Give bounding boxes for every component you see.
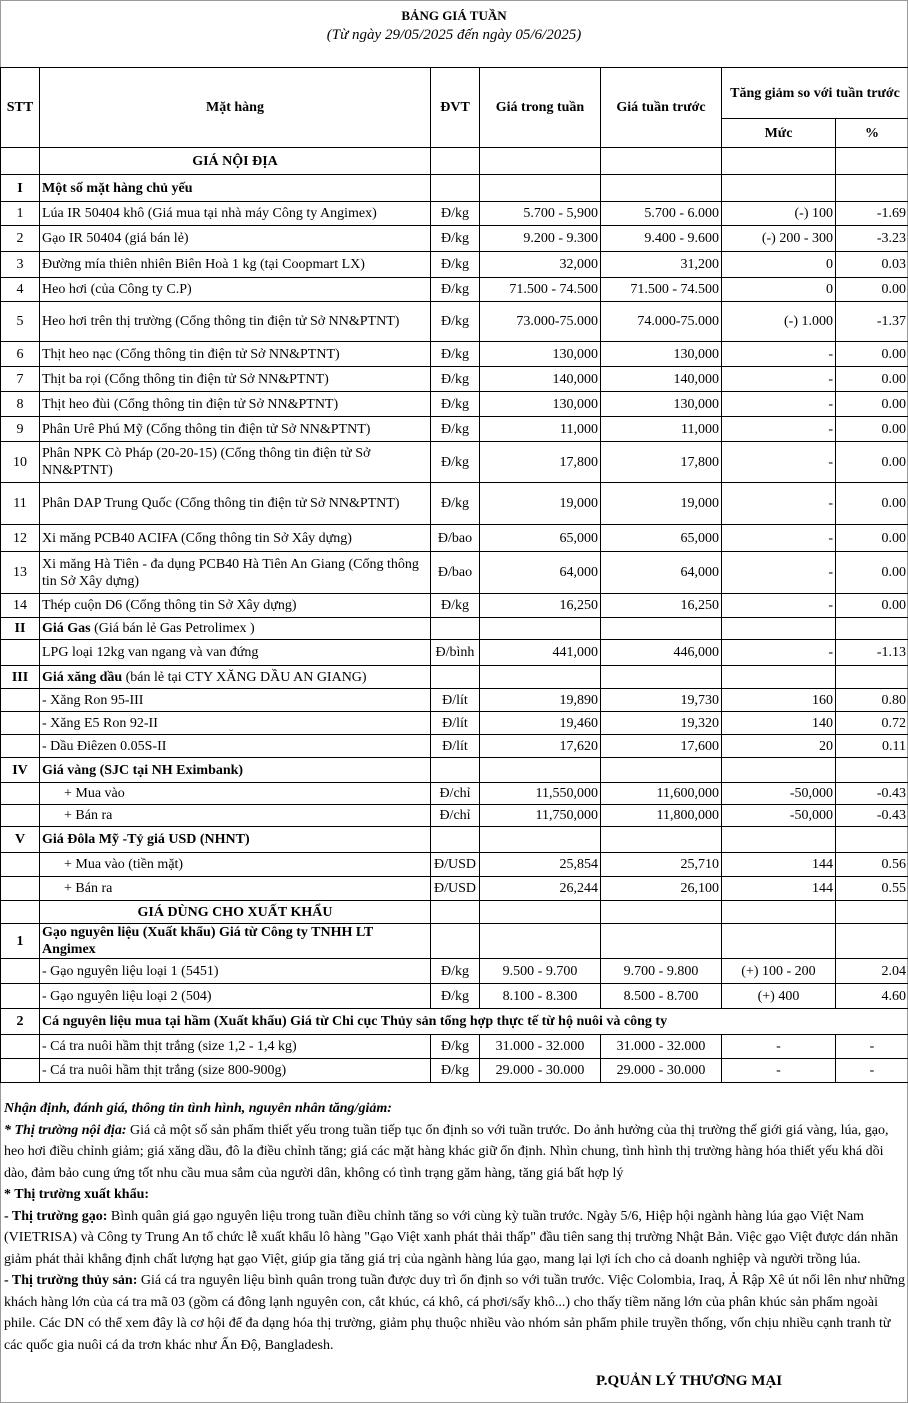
item-name: LPG loại 12kg van ngang và van đứng bbox=[40, 640, 431, 666]
section-domestic bbox=[1, 148, 908, 175]
item-price-week: 8.100 - 8.300 bbox=[480, 984, 601, 1009]
cell-empty bbox=[836, 175, 908, 202]
item-change-level: (+) 400 bbox=[722, 984, 836, 1009]
item-unit: Đ/kg bbox=[431, 1035, 480, 1059]
item-unit: Đ/kg bbox=[431, 442, 480, 483]
item-name: - Xăng Ron 95-III bbox=[40, 689, 431, 712]
section-export bbox=[1, 901, 908, 924]
item-price-prev: 11,800,000 bbox=[601, 805, 722, 827]
notes-section bbox=[4, 1098, 906, 1356]
item-stt: 14 bbox=[1, 594, 40, 618]
item-stt: 4 bbox=[1, 278, 40, 302]
item-row bbox=[1, 202, 908, 226]
item-price-week: 9.200 - 9.300 bbox=[480, 226, 601, 252]
cell-empty bbox=[722, 758, 836, 783]
item-price-week: 64,000 bbox=[480, 552, 601, 594]
item-row bbox=[1, 735, 908, 758]
item-unit: Đ/kg bbox=[431, 202, 480, 226]
item-change-percent: 0.72 bbox=[836, 712, 908, 735]
group-name: Cá nguyên liệu mua tại hầm (Xuất khẩu) Giá từ Chi cục Thủy sản tổng hợp thực tế từ hộ nuôi và công ty bbox=[40, 1009, 908, 1035]
item-name: - Cá tra nuôi hầm thịt trắng (size 1,2 - 1,4 kg) bbox=[40, 1035, 431, 1059]
group-row bbox=[1, 175, 908, 202]
header-stt: STT bbox=[1, 68, 40, 148]
cell-empty bbox=[722, 148, 836, 175]
item-stt: 6 bbox=[1, 342, 40, 367]
item-change-level: 160 bbox=[722, 689, 836, 712]
item-unit: Đ/kg bbox=[431, 959, 480, 984]
item-price-week: 5.700 - 5,900 bbox=[480, 202, 601, 226]
cell-empty bbox=[480, 175, 601, 202]
item-change-level: 0 bbox=[722, 252, 836, 278]
item-change-level: - bbox=[722, 525, 836, 552]
cell-empty bbox=[480, 758, 601, 783]
item-name: Thịt heo đùi (Cổng thông tin điện tử Sở NN&PTNT) bbox=[40, 392, 431, 417]
cell-empty bbox=[601, 148, 722, 175]
item-row bbox=[1, 552, 908, 594]
item-price-week: 130,000 bbox=[480, 342, 601, 367]
item-row bbox=[1, 226, 908, 252]
cell-empty bbox=[601, 827, 722, 853]
cell-empty bbox=[480, 618, 601, 640]
item-change-level: (-) 1.000 bbox=[722, 302, 836, 342]
item-change-percent: 0.00 bbox=[836, 342, 908, 367]
item-change-percent: -0.43 bbox=[836, 805, 908, 827]
item-price-prev: 25,710 bbox=[601, 853, 722, 877]
item-price-prev: 17,800 bbox=[601, 442, 722, 483]
cell-empty bbox=[722, 175, 836, 202]
item-stt bbox=[1, 877, 40, 901]
item-change-percent: -1.69 bbox=[836, 202, 908, 226]
item-price-week: 71.500 - 74.500 bbox=[480, 278, 601, 302]
cell-empty bbox=[722, 901, 836, 924]
item-stt bbox=[1, 712, 40, 735]
item-name: Xi măng PCB40 ACIFA (Cổng thông tin Sở Xây dựng) bbox=[40, 525, 431, 552]
cell-empty bbox=[601, 175, 722, 202]
item-stt bbox=[1, 1035, 40, 1059]
item-unit: Đ/bình bbox=[431, 640, 480, 666]
cell-empty bbox=[836, 901, 908, 924]
item-stt bbox=[1, 853, 40, 877]
header-price-prev: Giá tuần trước bbox=[601, 68, 722, 148]
item-price-week: 16,250 bbox=[480, 594, 601, 618]
item-row bbox=[1, 783, 908, 805]
cell-empty bbox=[480, 666, 601, 689]
item-row bbox=[1, 805, 908, 827]
item-row bbox=[1, 712, 908, 735]
group-row bbox=[1, 666, 908, 689]
item-stt: 5 bbox=[1, 302, 40, 342]
item-price-prev: 65,000 bbox=[601, 525, 722, 552]
group-name: Giá Đôla Mỹ -Tỷ giá USD (NHNT) bbox=[40, 827, 431, 853]
item-unit: Đ/kg bbox=[431, 594, 480, 618]
item-change-percent: 4.60 bbox=[836, 984, 908, 1009]
group-stt: 1 bbox=[1, 924, 40, 959]
cell-empty bbox=[601, 666, 722, 689]
cell-empty bbox=[431, 148, 480, 175]
item-change-level: (-) 100 bbox=[722, 202, 836, 226]
item-change-percent: - bbox=[836, 1035, 908, 1059]
item-change-percent: 0.56 bbox=[836, 853, 908, 877]
cell-empty bbox=[431, 666, 480, 689]
item-stt bbox=[1, 735, 40, 758]
item-name: + Mua vào bbox=[40, 783, 431, 805]
cell-empty bbox=[480, 924, 601, 959]
cell-empty bbox=[836, 148, 908, 175]
cell-empty bbox=[431, 175, 480, 202]
item-name: + Bán ra bbox=[40, 877, 431, 901]
item-price-week: 19,460 bbox=[480, 712, 601, 735]
item-change-level: - bbox=[722, 1035, 836, 1059]
item-price-prev: 74.000-75.000 bbox=[601, 302, 722, 342]
header-item: Mặt hàng bbox=[40, 68, 431, 148]
cell-empty bbox=[1, 148, 40, 175]
item-stt bbox=[1, 640, 40, 666]
item-change-percent: 0.80 bbox=[836, 689, 908, 712]
group-name: Gạo nguyên liệu (Xuất khẩu) Giá từ Công ty TNHH LT Angimex bbox=[40, 924, 431, 959]
item-price-week: 65,000 bbox=[480, 525, 601, 552]
item-change-percent: 0.00 bbox=[836, 278, 908, 302]
item-price-week: 73.000-75.000 bbox=[480, 302, 601, 342]
item-price-week: 17,800 bbox=[480, 442, 601, 483]
item-price-prev: 71.500 - 74.500 bbox=[601, 278, 722, 302]
item-change-level: -50,000 bbox=[722, 783, 836, 805]
item-price-week: 11,550,000 bbox=[480, 783, 601, 805]
cell-empty bbox=[722, 924, 836, 959]
group-name: Giá xăng dầu (bán lẻ tại CTY XĂNG DẦU AN GIANG) bbox=[40, 666, 431, 689]
cell-empty bbox=[722, 827, 836, 853]
item-name: Đường mía thiên nhiên Biên Hoà 1 kg (tại Coopmart LX) bbox=[40, 252, 431, 278]
item-change-percent: 0.00 bbox=[836, 552, 908, 594]
item-row bbox=[1, 367, 908, 392]
item-stt bbox=[1, 959, 40, 984]
item-change-percent: 0.00 bbox=[836, 525, 908, 552]
item-row bbox=[1, 278, 908, 302]
item-change-percent: 0.00 bbox=[836, 483, 908, 525]
item-row bbox=[1, 984, 908, 1009]
group-row bbox=[1, 618, 908, 640]
item-stt bbox=[1, 984, 40, 1009]
item-price-prev: 17,600 bbox=[601, 735, 722, 758]
item-stt bbox=[1, 1059, 40, 1083]
item-price-prev: 8.500 - 8.700 bbox=[601, 984, 722, 1009]
item-price-prev: 9.700 - 9.800 bbox=[601, 959, 722, 984]
item-change-level: - bbox=[722, 594, 836, 618]
group-stt: I bbox=[1, 175, 40, 202]
item-price-week: 31.000 - 32.000 bbox=[480, 1035, 601, 1059]
item-unit: Đ/lít bbox=[431, 735, 480, 758]
item-row bbox=[1, 1035, 908, 1059]
item-row bbox=[1, 483, 908, 525]
cell-empty bbox=[836, 827, 908, 853]
item-name: Gạo IR 50404 (giá bán lẻ) bbox=[40, 226, 431, 252]
item-name: - Cá tra nuôi hầm thịt trắng (size 800-900g) bbox=[40, 1059, 431, 1083]
item-unit: Đ/kg bbox=[431, 984, 480, 1009]
item-change-level: 140 bbox=[722, 712, 836, 735]
item-price-prev: 64,000 bbox=[601, 552, 722, 594]
item-row bbox=[1, 525, 908, 552]
item-stt: 8 bbox=[1, 392, 40, 417]
item-unit: Đ/kg bbox=[431, 302, 480, 342]
item-change-level: - bbox=[722, 442, 836, 483]
item-name: Heo hơi (của Công ty C.P) bbox=[40, 278, 431, 302]
cell-empty bbox=[836, 618, 908, 640]
item-row bbox=[1, 853, 908, 877]
item-price-week: 19,890 bbox=[480, 689, 601, 712]
header-change: Tăng giảm so với tuần trước bbox=[722, 68, 908, 119]
item-price-prev: 140,000 bbox=[601, 367, 722, 392]
item-stt bbox=[1, 783, 40, 805]
item-price-prev: 11,600,000 bbox=[601, 783, 722, 805]
cell-empty bbox=[722, 618, 836, 640]
item-price-prev: 19,000 bbox=[601, 483, 722, 525]
item-price-prev: 130,000 bbox=[601, 392, 722, 417]
item-stt: 12 bbox=[1, 525, 40, 552]
notes-rice: - Thị trường gạo: Bình quân giá gạo nguyên liệu trong tuần điều chỉnh tăng so với cùng kỳ tuần trước. Ngày 5/6, Hiệp hội ngành hàng lúa gạo Việt Nam (VIETRISA) và Công ty Trung An tổ chức lễ xuất khẩu lô hàng "Gạo Việt xanh phát thải thấp" đầu tiên sang thị trường Nhật Bản. Việc gạo Việt được dán nhãn giảm phát thải khẳng định chất lượng hạt gạo Việt, giúp gia tăng giá trị của ngành hàng lúa gạo, mang lại lợi ích cho cả doanh nghiệp và người trồng lúa. bbox=[4, 1208, 899, 1267]
item-name: Lúa IR 50404 khô (Giá mua tại nhà máy Công ty Angimex) bbox=[40, 202, 431, 226]
item-change-percent: 0.55 bbox=[836, 877, 908, 901]
cell-empty bbox=[431, 618, 480, 640]
item-price-prev: 130,000 bbox=[601, 342, 722, 367]
item-row bbox=[1, 302, 908, 342]
item-price-prev: 11,000 bbox=[601, 417, 722, 442]
item-price-week: 11,000 bbox=[480, 417, 601, 442]
item-row bbox=[1, 1059, 908, 1083]
item-name: Heo hơi trên thị trường (Cổng thông tin điện tử Sở NN&PTNT) bbox=[40, 302, 431, 342]
item-price-week: 32,000 bbox=[480, 252, 601, 278]
item-name: Thép cuộn D6 (Cổng thông tin Sở Xây dựng) bbox=[40, 594, 431, 618]
item-unit: Đ/lít bbox=[431, 712, 480, 735]
item-row bbox=[1, 594, 908, 618]
item-unit: Đ/kg bbox=[431, 1059, 480, 1083]
item-change-percent: 0.00 bbox=[836, 594, 908, 618]
item-name: Thịt heo nạc (Cổng thông tin điện tử Sở NN&PTNT) bbox=[40, 342, 431, 367]
item-unit: Đ/kg bbox=[431, 417, 480, 442]
item-stt: 7 bbox=[1, 367, 40, 392]
item-change-percent: 0.00 bbox=[836, 417, 908, 442]
item-row bbox=[1, 342, 908, 367]
group-stt: 2 bbox=[1, 1009, 40, 1035]
notes-export-heading: * Thị trường xuất khẩu: bbox=[4, 1187, 150, 1202]
item-unit: Đ/kg bbox=[431, 278, 480, 302]
item-unit: Đ/kg bbox=[431, 226, 480, 252]
item-stt: 10 bbox=[1, 442, 40, 483]
cell-empty bbox=[1, 901, 40, 924]
item-unit: Đ/chỉ bbox=[431, 805, 480, 827]
item-stt: 3 bbox=[1, 252, 40, 278]
cell-empty bbox=[480, 148, 601, 175]
item-stt: 11 bbox=[1, 483, 40, 525]
item-price-week: 130,000 bbox=[480, 392, 601, 417]
item-name: - Gạo nguyên liệu loại 2 (504) bbox=[40, 984, 431, 1009]
notes-fish: - Thị trường thủy sản: Giá cá tra nguyên liệu bình quân trong tuần được duy trì ổn định so với tuần trước. Việc Colombia, Iraq, Ả Rập Xê út nổi lên như những khách hàng lớn của cá tra mã 03 (gồm cá đông lạnh nguyên con, cắt khúc, cá khô, cá phơi/sấy khô...) cho thấy tiềm năng lớn của phân khúc sản phẩm ngoài phile. Các DN có thể xem đây là cơ hội để đa dạng hóa thị trường, giảm phụ thuộc nhiều vào nhóm sản phẩm phile truyền thống, vốn chịu nhiều cạnh tranh từ các quốc gia nuôi cá da trơn khác như Ấn Độ, Bangladesh. bbox=[4, 1273, 906, 1353]
notes-domestic: * Thị trường nội địa: Giá cả một số sản phẩm thiết yếu trong tuần tiếp tục ổn định so với tuần trước. Do ảnh hưởng của thị trường thế giới giá vàng, lúa, gạo, heo hơi điều chỉnh giảm; giá xăng dầu, đô la điều chỉnh tăng; giá các mặt hàng khác giữ ổn định. Nhìn chung, tình hình thị trường hàng hóa thiết yếu khá dồi dào, đảm bảo cung ứng tốt nhu cầu mua sắm của người dân, không có tình trạng găm hàng, tăng giá bất hợp lý bbox=[4, 1122, 889, 1181]
cell-empty bbox=[601, 758, 722, 783]
item-price-prev: 19,320 bbox=[601, 712, 722, 735]
item-change-level: 0 bbox=[722, 278, 836, 302]
item-unit: Đ/USD bbox=[431, 877, 480, 901]
cell-empty bbox=[836, 924, 908, 959]
item-change-level: (+) 100 - 200 bbox=[722, 959, 836, 984]
item-change-level: - bbox=[722, 483, 836, 525]
cell-empty bbox=[836, 758, 908, 783]
item-price-prev: 446,000 bbox=[601, 640, 722, 666]
item-price-week: 140,000 bbox=[480, 367, 601, 392]
cell-empty bbox=[601, 924, 722, 959]
cell-empty bbox=[431, 901, 480, 924]
item-price-prev: 31,200 bbox=[601, 252, 722, 278]
cell-empty bbox=[431, 827, 480, 853]
item-price-week: 441,000 bbox=[480, 640, 601, 666]
item-row bbox=[1, 442, 908, 483]
page-title: BẢNG GIÁ TUẦN bbox=[401, 8, 507, 23]
cell-empty bbox=[722, 666, 836, 689]
group-stt: II bbox=[1, 618, 40, 640]
cell-empty bbox=[836, 666, 908, 689]
item-row bbox=[1, 640, 908, 666]
item-change-level: 20 bbox=[722, 735, 836, 758]
header-percent: % bbox=[836, 119, 908, 148]
item-price-prev: 31.000 - 32.000 bbox=[601, 1035, 722, 1059]
item-name: Phân NPK Cò Pháp (20-20-15) (Cổng thông tin điện tử Sở NN&PTNT) bbox=[40, 442, 431, 483]
cell-empty bbox=[601, 618, 722, 640]
item-unit: Đ/kg bbox=[431, 342, 480, 367]
item-name: + Bán ra bbox=[40, 805, 431, 827]
item-name: Phân Urê Phú Mỹ (Cổng thông tin điện tử Sở NN&PTNT) bbox=[40, 417, 431, 442]
header-row bbox=[1, 68, 908, 119]
item-price-prev: 5.700 - 6.000 bbox=[601, 202, 722, 226]
item-price-week: 26,244 bbox=[480, 877, 601, 901]
cell-empty bbox=[431, 924, 480, 959]
item-row bbox=[1, 877, 908, 901]
item-unit: Đ/bao bbox=[431, 525, 480, 552]
item-name: - Dầu Điêzen 0.05S-II bbox=[40, 735, 431, 758]
item-change-level: - bbox=[722, 1059, 836, 1083]
item-price-prev: 9.400 - 9.600 bbox=[601, 226, 722, 252]
section-title: GIÁ DÙNG CHO XUẤT KHẨU bbox=[40, 901, 431, 924]
item-row bbox=[1, 689, 908, 712]
item-unit: Đ/chỉ bbox=[431, 783, 480, 805]
item-price-prev: 26,100 bbox=[601, 877, 722, 901]
item-name: - Xăng E5 Ron 92-II bbox=[40, 712, 431, 735]
item-unit: Đ/lít bbox=[431, 689, 480, 712]
item-row bbox=[1, 959, 908, 984]
item-change-level: 144 bbox=[722, 877, 836, 901]
group-name: Giá vàng (SJC tại NH Eximbank) bbox=[40, 758, 431, 783]
price-table bbox=[0, 67, 908, 1083]
item-change-level: - bbox=[722, 367, 836, 392]
group-name: Một số mặt hàng chủ yếu bbox=[40, 175, 431, 202]
item-row bbox=[1, 417, 908, 442]
item-change-level: - bbox=[722, 640, 836, 666]
cell-empty bbox=[431, 758, 480, 783]
item-change-level: - bbox=[722, 392, 836, 417]
notes-heading: Nhận định, đánh giá, thông tin tình hình, nguyên nhân tăng/giảm: bbox=[4, 1101, 392, 1116]
item-unit: Đ/USD bbox=[431, 853, 480, 877]
item-name: - Gạo nguyên liệu loại 1 (5451) bbox=[40, 959, 431, 984]
item-change-level: - bbox=[722, 417, 836, 442]
item-unit: Đ/kg bbox=[431, 367, 480, 392]
item-name: Phân DAP Trung Quốc (Cổng thông tin điện tử Sở NN&PTNT) bbox=[40, 483, 431, 525]
item-change-percent: 0.00 bbox=[836, 442, 908, 483]
item-stt bbox=[1, 689, 40, 712]
item-price-week: 9.500 - 9.700 bbox=[480, 959, 601, 984]
header-price-week: Giá trong tuần bbox=[480, 68, 601, 148]
group-stt: V bbox=[1, 827, 40, 853]
item-change-percent: -0.43 bbox=[836, 783, 908, 805]
item-unit: Đ/bao bbox=[431, 552, 480, 594]
item-change-percent: 0.00 bbox=[836, 392, 908, 417]
group-name: Giá Gas (Giá bán lẻ Gas Petrolimex ) bbox=[40, 618, 431, 640]
item-stt: 9 bbox=[1, 417, 40, 442]
item-unit: Đ/kg bbox=[431, 392, 480, 417]
item-stt: 13 bbox=[1, 552, 40, 594]
group-row bbox=[1, 827, 908, 853]
signature: P.QUẢN LÝ THƯƠNG MẠI bbox=[596, 1373, 783, 1389]
item-change-percent: - bbox=[836, 1059, 908, 1083]
item-change-level: 144 bbox=[722, 853, 836, 877]
item-name: Xi măng Hà Tiên - đa dụng PCB40 Hà Tiên An Giang (Cổng thông tin Sở Xây dựng) bbox=[40, 552, 431, 594]
item-price-week: 11,750,000 bbox=[480, 805, 601, 827]
item-change-percent: 0.11 bbox=[836, 735, 908, 758]
item-change-percent: 2.04 bbox=[836, 959, 908, 984]
item-change-percent: -1.13 bbox=[836, 640, 908, 666]
group-row bbox=[1, 758, 908, 783]
item-change-level: - bbox=[722, 342, 836, 367]
item-name: Thịt ba rọi (Cổng thông tin điện tử Sở NN&PTNT) bbox=[40, 367, 431, 392]
item-row bbox=[1, 252, 908, 278]
item-change-percent: -3.23 bbox=[836, 226, 908, 252]
group-stt: III bbox=[1, 666, 40, 689]
item-stt bbox=[1, 805, 40, 827]
cell-empty bbox=[601, 901, 722, 924]
item-change-percent: -1.37 bbox=[836, 302, 908, 342]
item-change-level: - bbox=[722, 552, 836, 594]
item-row bbox=[1, 392, 908, 417]
item-price-prev: 19,730 bbox=[601, 689, 722, 712]
cell-empty bbox=[480, 827, 601, 853]
item-change-percent: 0.03 bbox=[836, 252, 908, 278]
item-unit: Đ/kg bbox=[431, 483, 480, 525]
item-price-week: 19,000 bbox=[480, 483, 601, 525]
item-price-week: 29.000 - 30.000 bbox=[480, 1059, 601, 1083]
item-name: + Mua vào (tiền mặt) bbox=[40, 853, 431, 877]
item-change-level: -50,000 bbox=[722, 805, 836, 827]
item-price-prev: 29.000 - 30.000 bbox=[601, 1059, 722, 1083]
item-price-week: 17,620 bbox=[480, 735, 601, 758]
item-price-week: 25,854 bbox=[480, 853, 601, 877]
item-unit: Đ/kg bbox=[431, 252, 480, 278]
item-change-level: (-) 200 - 300 bbox=[722, 226, 836, 252]
group-row bbox=[1, 924, 908, 959]
item-price-prev: 16,250 bbox=[601, 594, 722, 618]
group-row bbox=[1, 1009, 908, 1035]
item-stt: 1 bbox=[1, 202, 40, 226]
header-level: Mức bbox=[722, 119, 836, 148]
group-stt: IV bbox=[1, 758, 40, 783]
item-change-percent: 0.00 bbox=[836, 367, 908, 392]
cell-empty bbox=[480, 901, 601, 924]
section-title: GIÁ NỘI ĐỊA bbox=[40, 148, 431, 175]
header-unit: ĐVT bbox=[431, 68, 480, 148]
page-subtitle: (Từ ngày 29/05/2025 đến ngày 05/6/2025) bbox=[326, 27, 582, 43]
item-stt: 2 bbox=[1, 226, 40, 252]
